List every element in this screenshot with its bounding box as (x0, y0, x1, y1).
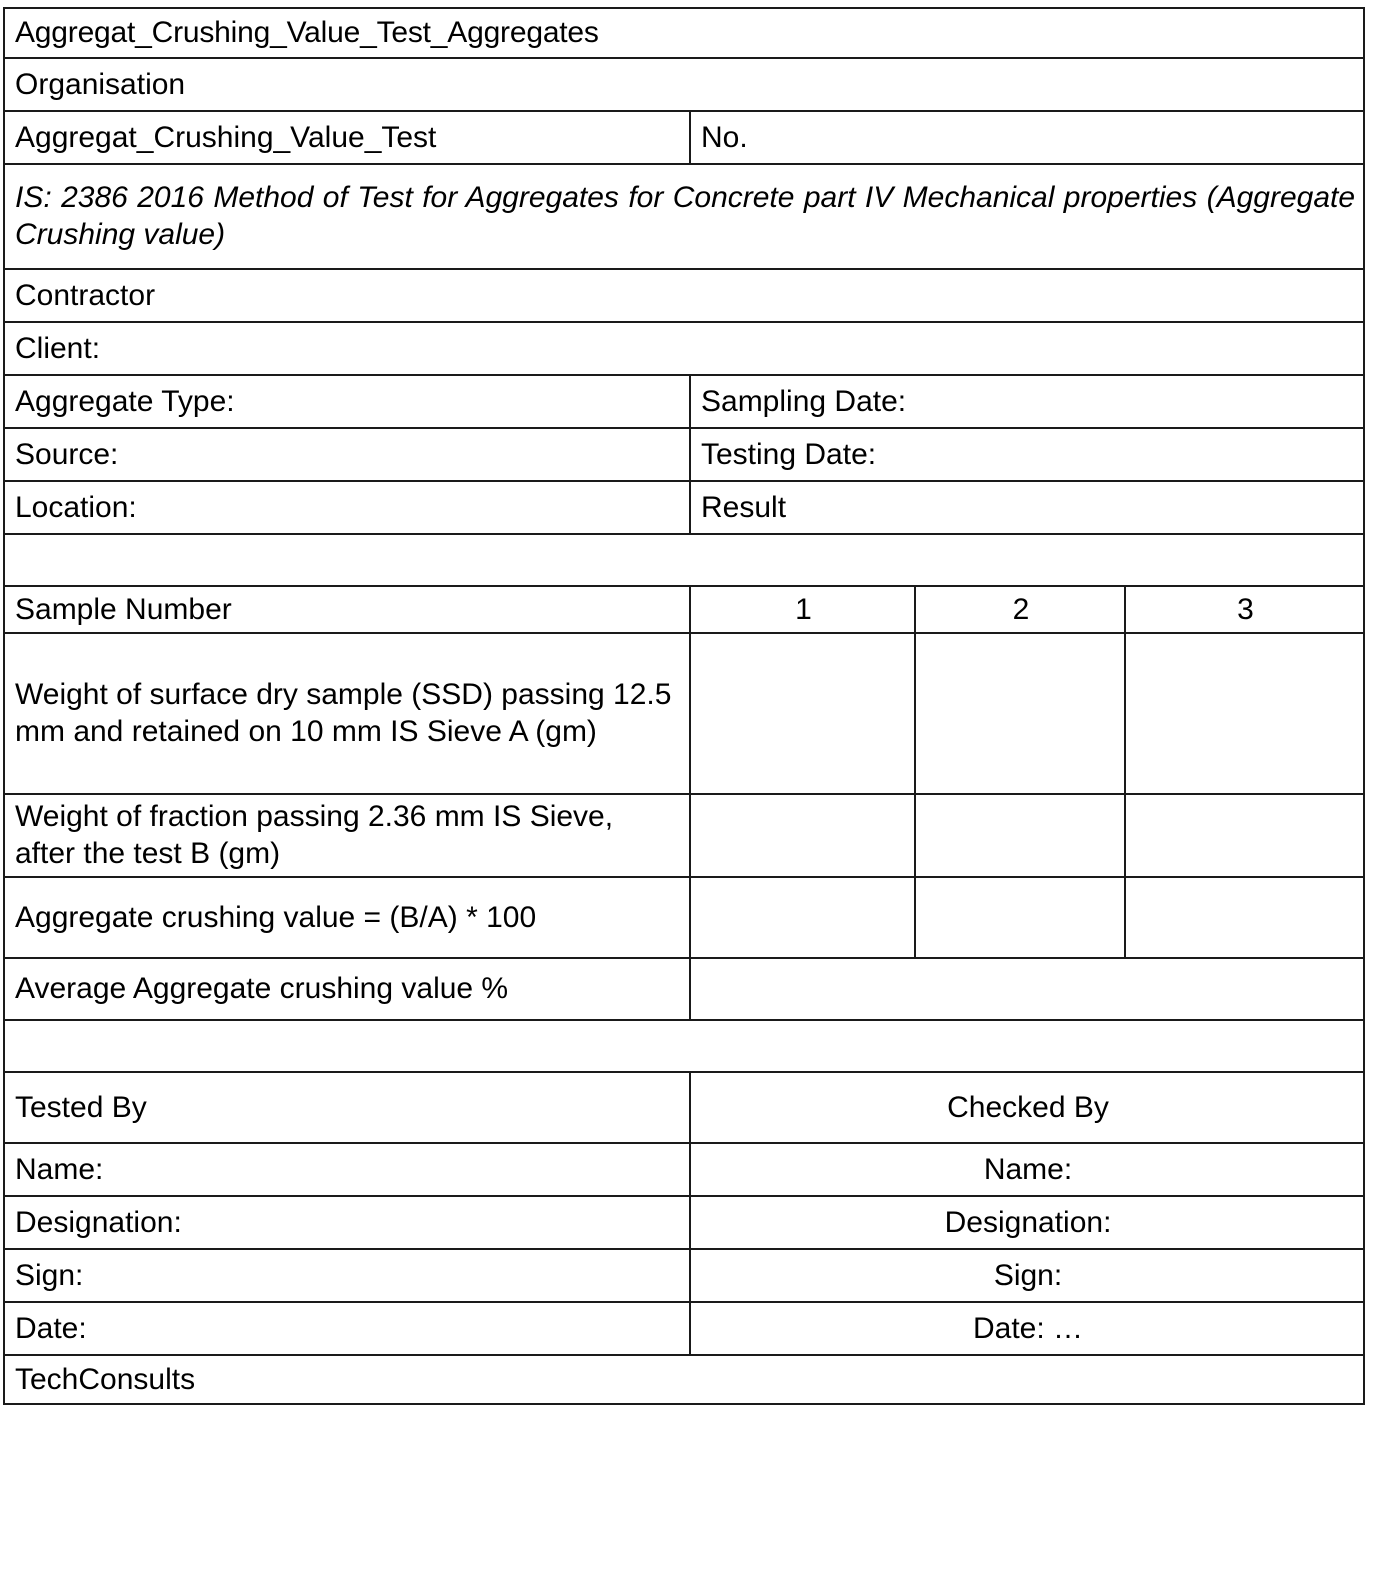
row-label-fraction-weight: Weight of fraction passing 2.36 mm IS Sieve, after the test B (gm) (4, 794, 690, 877)
sample-number-header-row (4, 586, 1364, 633)
sample-number-label: Sample Number (4, 586, 690, 633)
signature-designation-row (4, 1196, 1364, 1249)
spacer-cell-top (4, 534, 1364, 586)
signature-date-row (4, 1302, 1364, 1355)
aggregate-type-row (4, 375, 1364, 428)
checked-by-name-label: Name: (690, 1143, 1364, 1196)
cell-crushing-value-sample-2[interactable] (915, 877, 1125, 958)
contractor-row (4, 269, 1364, 322)
aggregate-type-label: Aggregate Type: (4, 375, 690, 428)
organisation-row (4, 58, 1364, 111)
row-label-ssd-weight: Weight of surface dry sample (SSD) passing 12.5 mm and retained on 10 mm IS Sieve A (gm) (4, 633, 690, 794)
sample-column-1-header: 1 (690, 586, 915, 633)
contractor-label: Contractor (4, 269, 1364, 322)
row-label-crushing-value: Aggregate crushing value = (B/A) * 100 (4, 877, 690, 958)
source-row (4, 428, 1364, 481)
cell-fraction-weight-sample-3[interactable] (1125, 794, 1364, 877)
row-label-average-crushing-value: Average Aggregate crushing value % (4, 958, 690, 1020)
tested-by-name-label: Name: (4, 1143, 690, 1196)
cell-fraction-weight-sample-2[interactable] (915, 794, 1125, 877)
cell-fraction-weight-sample-1[interactable] (690, 794, 915, 877)
footer-company-name: TechConsults (4, 1355, 1364, 1404)
testing-date-label: Testing Date: (690, 428, 1364, 481)
spacer-row-top (4, 534, 1364, 586)
tested-by-sign-label: Sign: (4, 1249, 690, 1302)
location-row (4, 481, 1364, 534)
source-label: Source: (4, 428, 690, 481)
measurement-row-fraction-weight (4, 794, 1364, 877)
location-label: Location: (4, 481, 690, 534)
page-title: Aggregat_Crushing_Value_Test_Aggregates (4, 8, 1364, 58)
signature-name-row (4, 1143, 1364, 1196)
client-row (4, 322, 1364, 375)
aggregate-crushing-value-test-form (3, 7, 1365, 1405)
test-name-row (4, 111, 1364, 164)
cell-average-crushing-value[interactable] (690, 958, 1364, 1020)
cell-crushing-value-sample-1[interactable] (690, 877, 915, 958)
spacer-row-mid (4, 1020, 1364, 1072)
tested-by-date-label: Date: (4, 1302, 690, 1355)
checked-by-heading: Checked By (690, 1072, 1364, 1143)
client-label: Client: (4, 322, 1364, 375)
measurement-row-crushing-value (4, 877, 1364, 958)
signature-sign-row (4, 1249, 1364, 1302)
cell-ssd-weight-sample-1[interactable] (690, 633, 915, 794)
average-crushing-value-row (4, 958, 1364, 1020)
cell-crushing-value-sample-3[interactable] (1125, 877, 1364, 958)
spacer-cell-mid (4, 1020, 1364, 1072)
footer-row (4, 1355, 1364, 1404)
sampling-date-label: Sampling Date: (690, 375, 1364, 428)
test-number-label: No. (690, 111, 1364, 164)
sample-column-2-header: 2 (915, 586, 1125, 633)
checked-by-date-label: Date: … (690, 1302, 1364, 1355)
sample-column-3-header: 3 (1125, 586, 1364, 633)
tested-by-designation-label: Designation: (4, 1196, 690, 1249)
organisation-label: Organisation (4, 58, 1364, 111)
test-name-label: Aggregat_Crushing_Value_Test (4, 111, 690, 164)
measurement-row-ssd-weight (4, 633, 1364, 794)
checked-by-sign-label: Sign: (690, 1249, 1364, 1302)
checked-by-designation-label: Designation: (690, 1196, 1364, 1249)
signature-heading-row (4, 1072, 1364, 1143)
cell-ssd-weight-sample-2[interactable] (915, 633, 1125, 794)
result-label: Result (690, 481, 1364, 534)
standard-reference-text: IS: 2386 2016 Method of Test for Aggregates for Concrete part IV Mechanical properties (Aggregate Crushing value) (4, 164, 1364, 269)
standard-reference-row (4, 164, 1364, 269)
cell-ssd-weight-sample-3[interactable] (1125, 633, 1364, 794)
title-row (4, 8, 1364, 58)
tested-by-heading: Tested By (4, 1072, 690, 1143)
